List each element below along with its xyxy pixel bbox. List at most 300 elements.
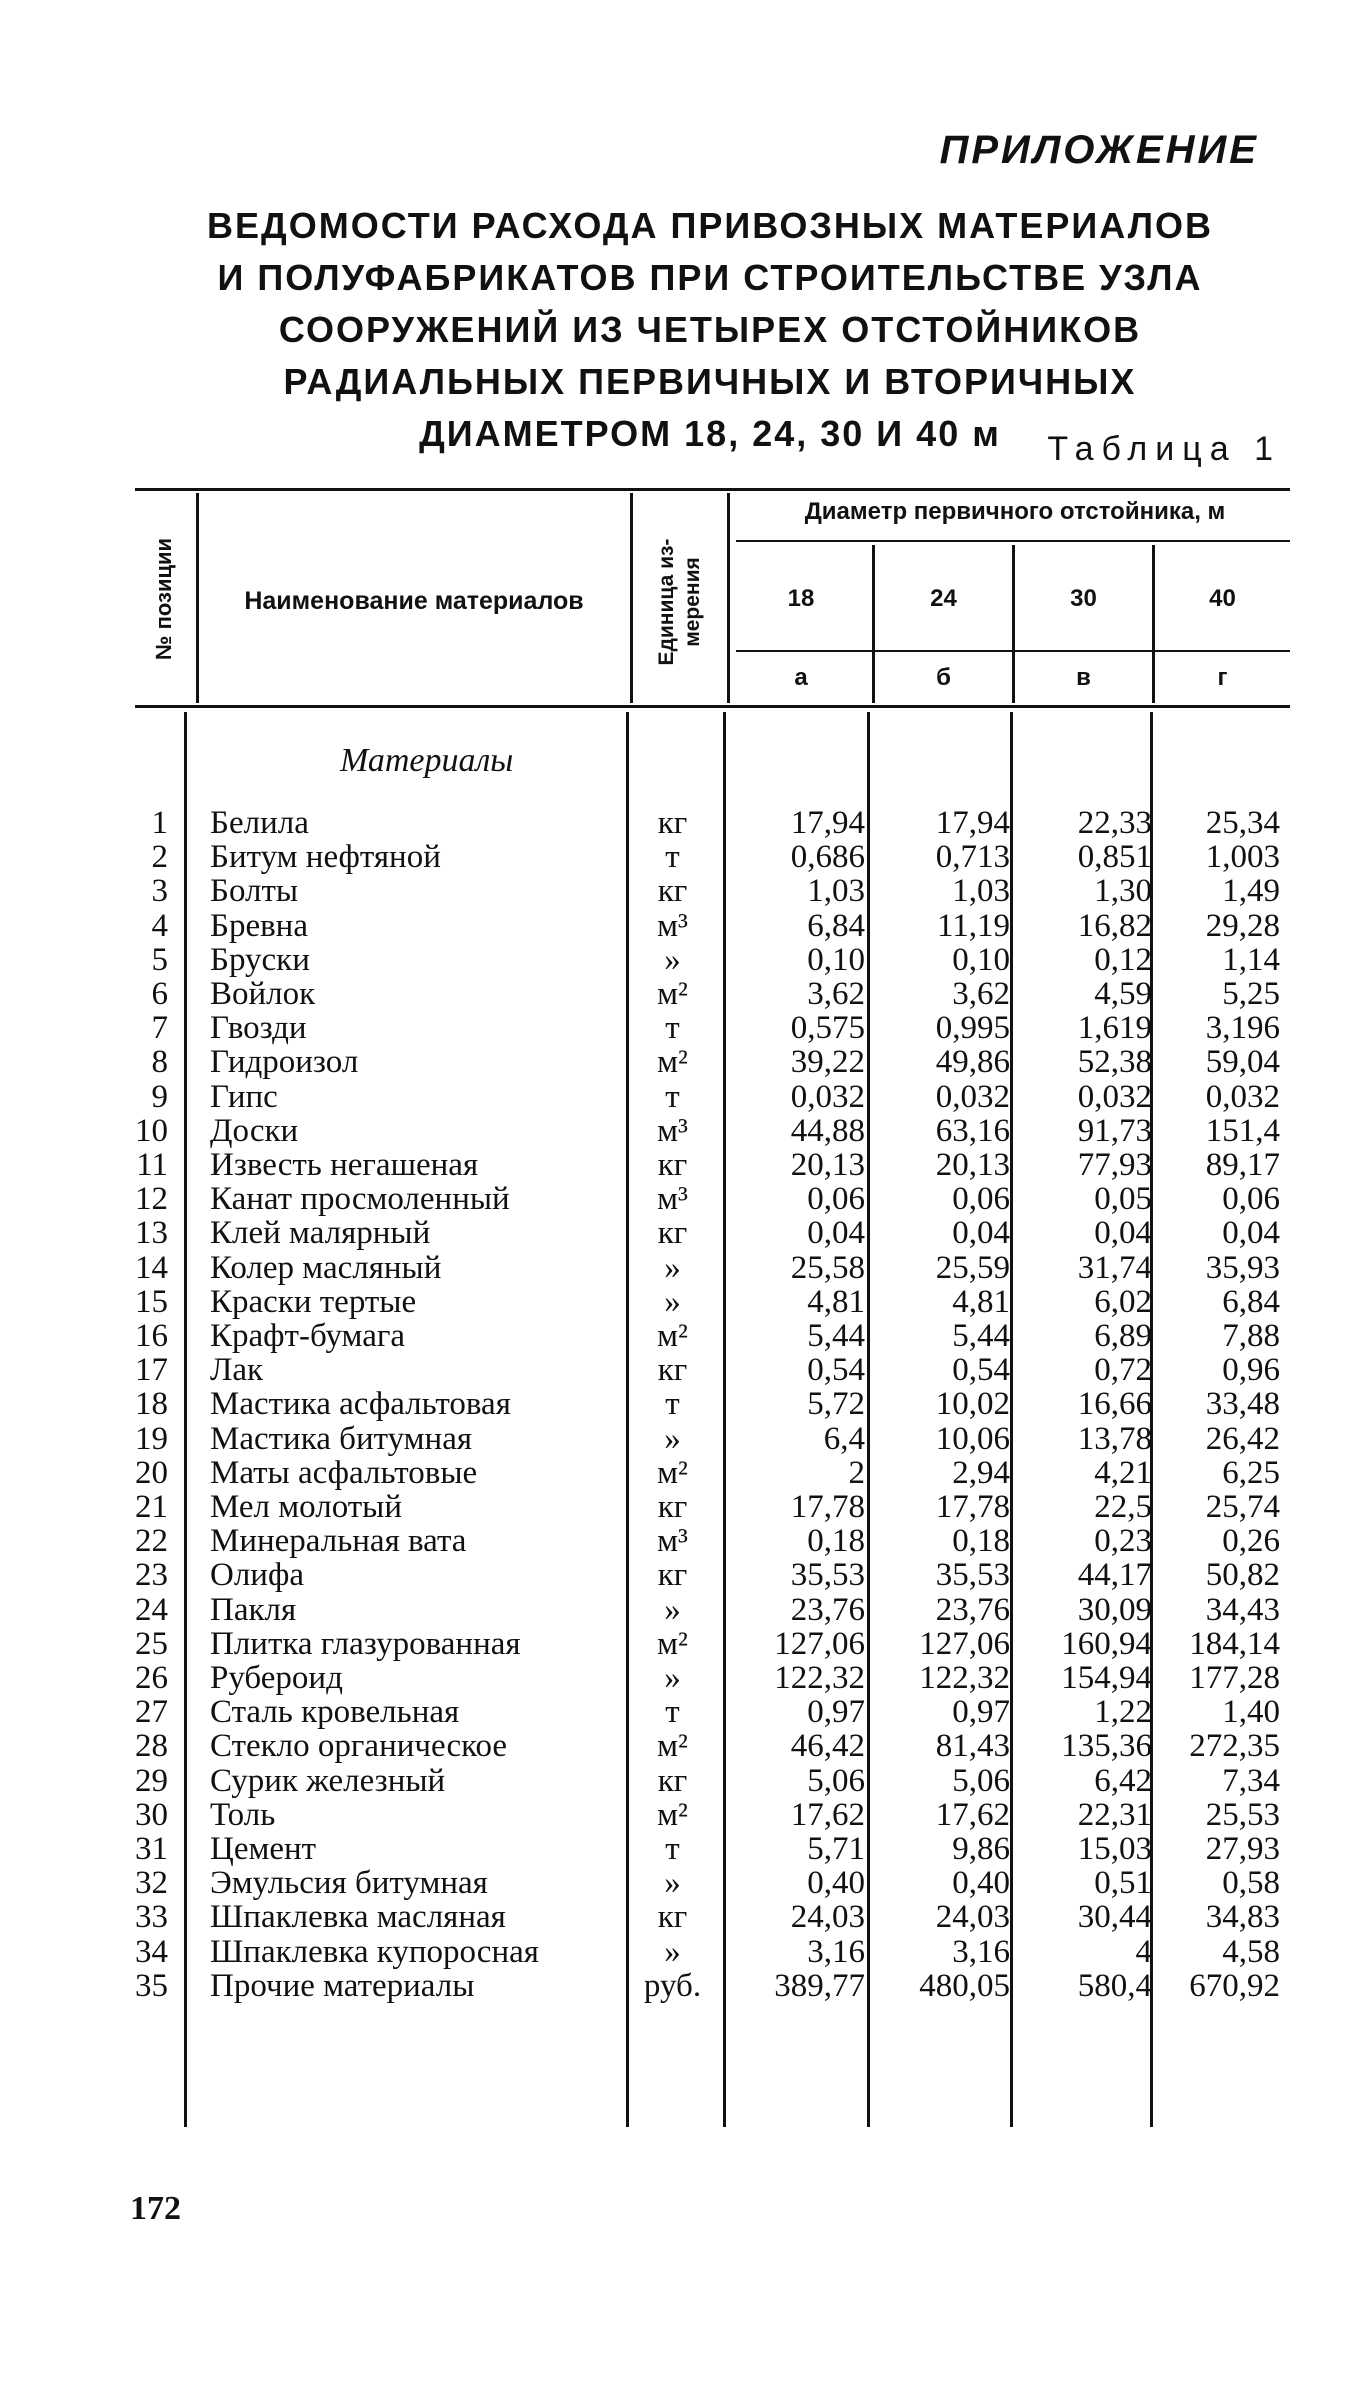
row-number: 25 [135, 1625, 168, 1662]
value-24: 0,40 [952, 1865, 1010, 1902]
table-row [0, 1695, 1369, 1730]
row-number: 33 [135, 1899, 168, 1936]
value-18: 20,13 [790, 1147, 865, 1183]
value-40: 89,17 [1205, 1147, 1280, 1183]
value-40: 29,28 [1205, 907, 1280, 944]
value-30: 0,72 [1094, 1352, 1152, 1389]
value-40: 7,34 [1222, 1762, 1280, 1799]
table-row [0, 1935, 1369, 1970]
value-18: 17,62 [790, 1796, 865, 1833]
row-number: 30 [135, 1796, 168, 1833]
column-letter-g: г [1217, 664, 1228, 691]
value-30: 22,33 [1077, 805, 1152, 841]
material-name: Минеральная вата [210, 1523, 467, 1560]
page-number: 172 [130, 2190, 181, 2227]
value-24: 3,62 [952, 976, 1010, 1012]
value-24: 24,03 [935, 1899, 1010, 1936]
row-number: 28 [135, 1728, 168, 1765]
table-row [0, 1832, 1369, 1867]
value-24: 0,713 [935, 839, 1010, 876]
row-number: 24 [135, 1591, 168, 1628]
value-24: 5,44 [952, 1318, 1010, 1354]
table-number: Таблица 1 [1047, 430, 1281, 468]
table-row [0, 1251, 1369, 1286]
value-18: 3,62 [807, 976, 865, 1012]
value-18: 0,97 [807, 1694, 865, 1731]
unit-cell: кг [657, 1899, 688, 1936]
value-18: 17,94 [790, 805, 865, 841]
value-30: 1,30 [1094, 873, 1152, 910]
value-18: 6,84 [807, 907, 865, 944]
title-line: И ПОЛУФАБРИКАТОВ ПРИ СТРОИТЕЛЬСТВЕ УЗЛА [217, 257, 1203, 298]
value-18: 0,04 [807, 1215, 865, 1252]
row-number: 22 [135, 1523, 168, 1560]
value-30: 0,851 [1077, 839, 1152, 876]
unit-cell: кг [657, 1557, 688, 1594]
value-30: 77,93 [1077, 1147, 1152, 1183]
unit-cell: т [665, 1010, 680, 1047]
row-number: 17 [135, 1352, 168, 1389]
material-name: Крафт-бумага [210, 1318, 406, 1354]
row-number: 16 [135, 1318, 168, 1354]
value-24: 20,13 [935, 1147, 1010, 1183]
title-line: СООРУЖЕНИЙ ИЗ ЧЕТЫРЕХ ОТСТОЙНИКОВ [278, 309, 1142, 350]
table-row [0, 1011, 1369, 1046]
unit-cell: м² [657, 1625, 688, 1662]
value-40: 0,26 [1222, 1523, 1280, 1560]
value-30: 4 [1135, 1933, 1152, 1970]
unit-cell: м³ [657, 907, 688, 944]
material-name: Бревна [210, 907, 308, 944]
value-18: 0,10 [807, 941, 865, 978]
material-name: Плитка глазурованная [210, 1625, 521, 1662]
value-24: 10,02 [935, 1386, 1010, 1423]
header-bottom-rule [135, 705, 1290, 708]
table-row [0, 909, 1369, 944]
value-18: 389,77 [774, 1967, 865, 2004]
value-24: 0,06 [952, 1181, 1010, 1218]
row-number: 23 [135, 1557, 168, 1594]
title-line: ВЕДОМОСТИ РАСХОДА ПРИВОЗНЫХ МАТЕРИАЛОВ [207, 205, 1213, 246]
material-name: Краски тертые [210, 1283, 417, 1320]
row-number: 3 [151, 873, 168, 910]
table-row [0, 1045, 1369, 1080]
value-30: 30,44 [1077, 1899, 1152, 1936]
value-24: 0,97 [952, 1694, 1010, 1731]
value-24: 0,10 [952, 941, 1010, 978]
table-row [0, 1866, 1369, 1901]
value-40: 27,93 [1205, 1831, 1280, 1867]
value-24: 1,03 [952, 873, 1010, 910]
row-number: 2 [151, 839, 168, 876]
row-number: 27 [135, 1694, 168, 1731]
row-number: 9 [151, 1078, 168, 1115]
value-30: 0,04 [1094, 1215, 1152, 1252]
value-30: 15,03 [1077, 1831, 1152, 1867]
value-30: 154,94 [1061, 1660, 1152, 1696]
table-row [0, 806, 1369, 841]
value-40: 34,43 [1205, 1591, 1280, 1628]
value-24: 35,53 [935, 1557, 1010, 1594]
table-row [0, 1593, 1369, 1628]
value-18: 0,575 [790, 1010, 865, 1047]
value-18: 5,71 [807, 1831, 865, 1867]
table-row [0, 1900, 1369, 1935]
row-number: 32 [135, 1865, 168, 1902]
table-row [0, 840, 1369, 875]
unit-cell: м³ [657, 1181, 688, 1218]
value-30: 22,5 [1094, 1489, 1152, 1525]
table-row [0, 1627, 1369, 1662]
unit-cell: м³ [657, 1523, 688, 1560]
value-30: 0,12 [1094, 941, 1152, 978]
appendix-label: ПРИЛОЖЕНИЕ [939, 128, 1259, 172]
title-line: ДИАМЕТРОМ 18, 24, 30 И 40 м [419, 413, 1001, 454]
diameter-18-header: 18 [787, 585, 815, 612]
value-40: 5,25 [1222, 976, 1280, 1012]
value-40: 1,003 [1205, 839, 1280, 876]
value-40: 34,83 [1205, 1899, 1280, 1936]
value-30: 91,73 [1077, 1112, 1152, 1149]
unit-column-header [654, 517, 708, 687]
material-name: Белила [210, 805, 309, 841]
value-30: 0,05 [1094, 1181, 1152, 1218]
material-name: Гипс [210, 1078, 278, 1115]
unit-cell: м² [657, 1044, 688, 1081]
row-number: 6 [151, 976, 168, 1012]
value-40: 670,92 [1189, 1967, 1280, 2004]
table-row [0, 1969, 1369, 2004]
unit-cell: кг [657, 1489, 688, 1525]
unit-cell: т [665, 1694, 680, 1731]
value-18: 127,06 [774, 1625, 865, 1662]
unit-cell: кг [657, 1147, 688, 1183]
value-40: 7,88 [1222, 1318, 1280, 1354]
value-24: 17,78 [935, 1489, 1010, 1525]
table-row [0, 1114, 1369, 1149]
value-30: 1,22 [1094, 1694, 1152, 1731]
row-number: 29 [135, 1762, 168, 1799]
value-40: 25,34 [1205, 805, 1280, 841]
value-18: 3,16 [807, 1933, 865, 1970]
row-number: 11 [136, 1147, 168, 1183]
material-name: Рубероид [210, 1660, 343, 1696]
diameter-30-header: 30 [1070, 585, 1097, 612]
value-30: 0,23 [1094, 1523, 1152, 1560]
value-18: 0,18 [807, 1523, 865, 1560]
row-number: 4 [151, 907, 168, 944]
value-40: 151,4 [1205, 1112, 1280, 1149]
column-letter-a: а [794, 664, 808, 691]
value-18: 23,76 [790, 1591, 865, 1628]
value-40: 35,93 [1205, 1249, 1280, 1286]
value-18: 0,06 [807, 1181, 865, 1218]
value-40: 50,82 [1205, 1557, 1280, 1594]
value-24: 81,43 [935, 1728, 1010, 1765]
value-40: 25,74 [1205, 1489, 1280, 1525]
value-40: 26,42 [1205, 1420, 1280, 1457]
value-24: 0,54 [952, 1352, 1010, 1389]
value-24: 480,05 [919, 1967, 1010, 2004]
table-row [0, 1490, 1369, 1525]
value-24: 0,04 [952, 1215, 1010, 1252]
value-30: 160,94 [1061, 1625, 1152, 1662]
row-number: 26 [135, 1660, 168, 1696]
material-name: Мастика асфальтовая [210, 1386, 511, 1423]
row-number: 34 [135, 1933, 168, 1970]
material-name: Пакля [210, 1591, 297, 1628]
material-name: Маты асфальтовые [210, 1454, 478, 1491]
value-18: 2 [848, 1454, 865, 1491]
material-name: Сталь кровельная [210, 1694, 460, 1731]
material-name: Болты [210, 873, 299, 910]
table-row [0, 874, 1369, 909]
unit-cell: » [664, 1249, 681, 1286]
value-18: 5,72 [807, 1386, 865, 1423]
value-18: 25,58 [790, 1249, 865, 1286]
table-top-rule [135, 488, 1290, 491]
value-18: 122,32 [774, 1660, 865, 1696]
value-24: 5,06 [952, 1762, 1010, 1799]
unit-cell: » [664, 941, 681, 978]
material-name: Гвозди [210, 1010, 307, 1047]
value-30: 31,74 [1077, 1249, 1152, 1286]
material-name: Шпаклевка купоросная [210, 1933, 539, 1970]
value-24: 63,16 [935, 1112, 1010, 1149]
table-row [0, 1080, 1369, 1115]
value-40: 1,40 [1222, 1694, 1280, 1731]
value-18: 0,032 [790, 1078, 865, 1115]
unit-cell: » [664, 1865, 681, 1902]
row-number: 19 [135, 1420, 168, 1457]
value-30: 52,38 [1077, 1044, 1152, 1081]
unit-cell: т [665, 839, 680, 876]
material-name: Мастика битумная [210, 1420, 473, 1457]
row-number: 7 [151, 1010, 168, 1047]
value-30: 0,51 [1094, 1865, 1152, 1902]
material-name: Олифа [210, 1557, 304, 1594]
unit-cell: м² [657, 976, 688, 1012]
row-number: 14 [135, 1249, 168, 1286]
material-name: Мел молотый [210, 1489, 403, 1525]
value-24: 17,62 [935, 1796, 1010, 1833]
row-number: 10 [135, 1112, 168, 1149]
value-24: 2,94 [952, 1454, 1010, 1491]
section-title: Материалы [340, 742, 514, 779]
material-name: Канат просмоленный [210, 1181, 510, 1218]
value-24: 9,86 [952, 1831, 1010, 1867]
unit-cell: кг [657, 873, 688, 910]
value-24: 4,81 [952, 1283, 1010, 1320]
table-row [0, 1661, 1369, 1696]
value-18: 44,88 [790, 1112, 865, 1149]
unit-cell: » [664, 1283, 681, 1320]
value-30: 0,032 [1077, 1078, 1152, 1115]
value-40: 0,032 [1205, 1078, 1280, 1115]
row-number: 12 [135, 1181, 168, 1218]
value-30: 22,31 [1077, 1796, 1152, 1833]
value-24: 10,06 [935, 1420, 1010, 1457]
table-row [0, 1216, 1369, 1251]
value-40: 177,28 [1189, 1660, 1280, 1696]
unit-cell: т [665, 1078, 680, 1115]
unit-cell: т [665, 1386, 680, 1423]
unit-cell: » [664, 1591, 681, 1628]
material-name: Сурик железный [210, 1762, 446, 1799]
value-30: 16,66 [1077, 1386, 1152, 1423]
table-row [0, 977, 1369, 1012]
material-name: Шпаклевка масляная [210, 1899, 506, 1936]
value-40: 0,04 [1222, 1215, 1280, 1252]
table-row [0, 1148, 1369, 1183]
unit-cell: м³ [657, 1112, 688, 1149]
value-40: 33,48 [1205, 1386, 1280, 1423]
unit-cell: кг [657, 1215, 688, 1252]
material-name: Доски [210, 1112, 299, 1149]
value-40: 0,06 [1222, 1181, 1280, 1218]
value-30: 580,4 [1077, 1967, 1152, 2004]
value-30: 1,619 [1077, 1010, 1152, 1047]
table-row [0, 1798, 1369, 1833]
value-30: 6,02 [1094, 1283, 1152, 1320]
table-row [0, 943, 1369, 978]
diameter-group-rule [736, 540, 1290, 542]
value-18: 39,22 [790, 1044, 865, 1081]
row-number: 5 [151, 941, 168, 978]
row-number: 21 [135, 1489, 168, 1525]
table-row [0, 1764, 1369, 1799]
row-number: 20 [135, 1454, 168, 1491]
unit-cell: м² [657, 1454, 688, 1491]
value-18: 24,03 [790, 1899, 865, 1936]
value-24: 25,59 [935, 1249, 1010, 1286]
value-24: 127,06 [919, 1625, 1010, 1662]
value-40: 3,196 [1205, 1010, 1280, 1047]
value-18: 1,03 [807, 873, 865, 910]
material-name: Бруски [210, 941, 310, 978]
unit-cell: м² [657, 1318, 688, 1354]
value-30: 6,89 [1094, 1318, 1152, 1354]
table-row [0, 1182, 1369, 1217]
value-40: 6,25 [1222, 1454, 1280, 1491]
material-name: Колер масляный [210, 1249, 442, 1286]
unit-cell: м² [657, 1796, 688, 1833]
row-number: 35 [135, 1967, 168, 2004]
material-name: Лак [210, 1352, 264, 1389]
diameter-40-header: 40 [1209, 585, 1236, 612]
material-name: Известь негашеная [210, 1147, 479, 1183]
value-24: 3,16 [952, 1933, 1010, 1970]
value-30: 4,21 [1094, 1454, 1152, 1491]
unit-header-line: мерения [681, 557, 704, 647]
position-column-header: № позиции [151, 537, 176, 661]
row-number: 13 [135, 1215, 168, 1252]
value-18: 4,81 [807, 1283, 865, 1320]
value-30: 6,42 [1094, 1762, 1152, 1799]
value-40: 0,96 [1222, 1352, 1280, 1389]
value-24: 0,995 [935, 1010, 1010, 1047]
table-row [0, 1729, 1369, 1764]
row-number: 1 [151, 805, 168, 841]
value-18: 17,78 [790, 1489, 865, 1525]
value-24: 122,32 [919, 1660, 1010, 1696]
value-24: 17,94 [935, 805, 1010, 841]
value-30: 16,82 [1077, 907, 1152, 944]
table-row [0, 1558, 1369, 1593]
material-name: Войлок [210, 976, 316, 1012]
table-row [0, 1353, 1369, 1388]
value-40: 1,49 [1222, 873, 1280, 910]
name-column-header: Наименование материалов [244, 587, 584, 615]
table-row [0, 1285, 1369, 1320]
material-name: Цемент [210, 1831, 317, 1867]
value-30: 4,59 [1094, 976, 1152, 1012]
unit-header-line: Единица из- [655, 538, 678, 666]
row-number: 8 [151, 1044, 168, 1081]
value-18: 5,44 [807, 1318, 865, 1354]
row-number: 31 [135, 1831, 168, 1867]
material-name: Гидроизол [210, 1044, 359, 1081]
material-name: Прочие материалы [210, 1967, 475, 2004]
unit-cell: кг [657, 805, 688, 841]
table-row [0, 1524, 1369, 1559]
material-name: Эмульсия битумная [210, 1865, 488, 1902]
value-30: 13,78 [1077, 1420, 1152, 1457]
diameter-group-header: Диаметр первичного отстойника, м [804, 498, 1226, 525]
value-18: 35,53 [790, 1557, 865, 1594]
material-name: Стекло органическое [210, 1728, 508, 1765]
value-24: 11,19 [936, 907, 1010, 944]
value-40: 25,53 [1205, 1796, 1280, 1833]
column-letter-b: б [936, 664, 951, 691]
column-letter-v: в [1076, 664, 1091, 691]
value-30: 135,36 [1061, 1728, 1152, 1765]
unit-cell: » [664, 1660, 681, 1696]
value-30: 30,09 [1077, 1591, 1152, 1628]
value-40: 1,14 [1222, 941, 1280, 978]
material-name: Битум нефтяной [210, 839, 441, 876]
material-name: Клей малярный [210, 1215, 431, 1252]
table-row [0, 1422, 1369, 1457]
value-40: 272,35 [1189, 1728, 1280, 1765]
row-number: 18 [135, 1386, 168, 1423]
value-18: 5,06 [807, 1762, 865, 1799]
value-30: 44,17 [1077, 1557, 1152, 1594]
value-24: 0,18 [952, 1523, 1010, 1560]
unit-cell: кг [657, 1352, 688, 1389]
title-line: РАДИАЛЬНЫХ ПЕРВИЧНЫХ И ВТОРИЧНЫХ [283, 361, 1137, 402]
value-40: 184,14 [1189, 1625, 1280, 1662]
value-40: 0,58 [1222, 1865, 1280, 1902]
document-title [150, 200, 1270, 460]
unit-cell: руб. [643, 1967, 702, 2004]
value-24: 49,86 [935, 1044, 1010, 1081]
unit-cell: кг [657, 1762, 688, 1799]
value-18: 0,40 [807, 1865, 865, 1902]
material-name: Толь [210, 1796, 276, 1833]
diameter-24-header: 24 [930, 585, 957, 612]
table-row [0, 1319, 1369, 1354]
unit-cell: » [664, 1933, 681, 1970]
value-40: 4,58 [1222, 1933, 1280, 1970]
value-40: 59,04 [1205, 1044, 1280, 1081]
table-row [0, 1456, 1369, 1491]
value-24: 23,76 [935, 1591, 1010, 1628]
header-divider [630, 493, 633, 703]
value-18: 6,4 [823, 1420, 865, 1457]
row-number: 15 [135, 1283, 168, 1320]
unit-cell: м² [657, 1728, 688, 1765]
